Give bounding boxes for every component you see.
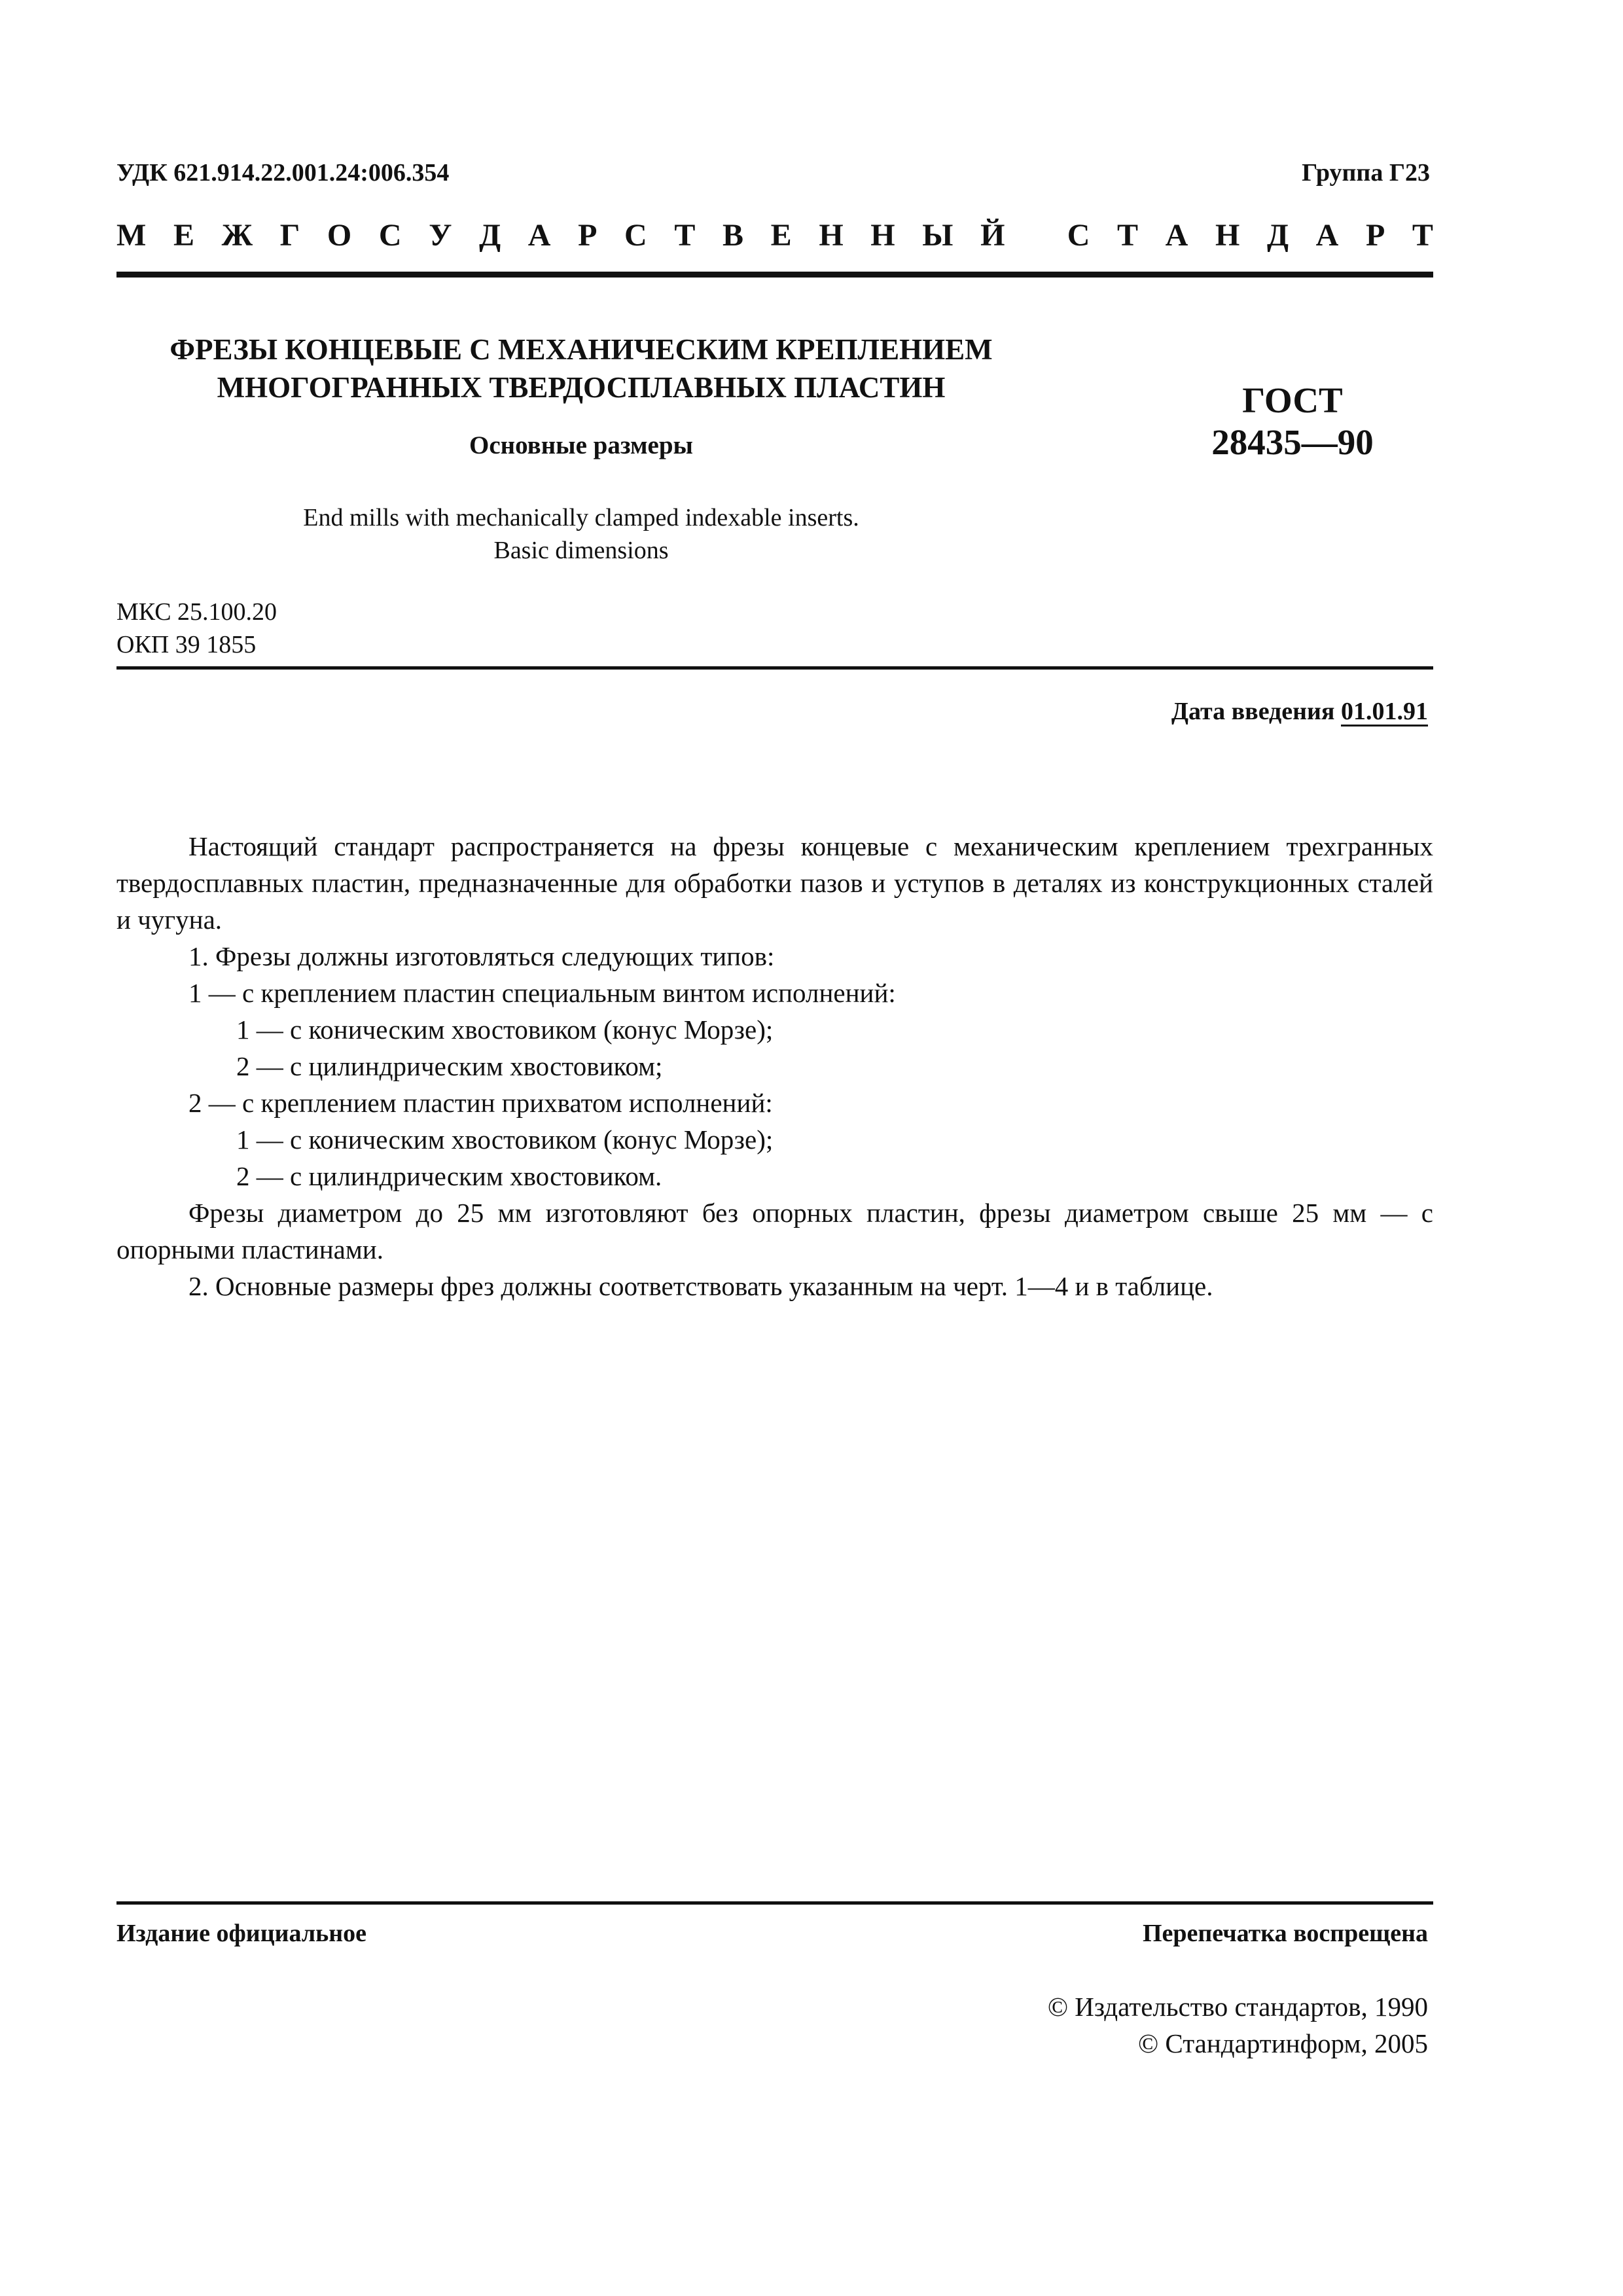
banner-letter: А (1315, 218, 1339, 253)
title-line-1: ФРЕЗЫ КОНЦЕВЫЕ С МЕХАНИЧЕСКИМ КРЕПЛЕНИЕМ (169, 333, 993, 366)
banner-letter: В (722, 218, 744, 253)
paragraph-types: 1. Фрезы должны изготовляться следующих типов: (188, 941, 775, 971)
paragraph-scope: Настоящий стандарт распространяется на фрезы концевые с механическим креплением трехгранных твердосплавных пластин, предназначенные для обработки пазов и уступов в деталях из конструкционных сталей и чугуна. (116, 831, 1433, 935)
intro-date (1171, 697, 1428, 726)
banner-letter: Й (980, 218, 1005, 253)
english-title-line-1: End mills with mechanically clamped indexable inserts. (303, 504, 859, 531)
okp-code: ОКП 39 1855 (116, 631, 257, 658)
banner-letter: Т (1412, 218, 1433, 253)
classification-codes (116, 596, 277, 661)
english-title-line-2: Basic dimensions (493, 537, 669, 564)
interstate-standard-banner (116, 217, 1433, 253)
header-rule (116, 272, 1433, 278)
banner-letter: М (116, 218, 147, 253)
banner-letter: А (527, 218, 551, 253)
copyright-block (1048, 1988, 1428, 2062)
document-title (116, 331, 1046, 406)
banner-letter: Р (1365, 218, 1385, 253)
footer-rule (116, 1901, 1433, 1905)
banner-letter: А (1165, 218, 1188, 253)
banner-letter: Е (173, 218, 194, 253)
gost-label: ГОСТ (1242, 380, 1343, 420)
banner-letter: О (327, 218, 352, 253)
banner-word-gap (1032, 217, 1040, 253)
title-line-2: МНОГОГРАННЫХ ТВЕРДОСПЛАВНЫХ ПЛАСТИН (217, 371, 946, 404)
banner-letter: Т (1117, 218, 1139, 253)
banner-letter: С (1067, 218, 1090, 253)
banner-letter: Н (870, 218, 895, 253)
document-body (116, 828, 1433, 1304)
group-code: Группа Г23 (1302, 159, 1430, 187)
banner-letter: Е (770, 218, 792, 253)
paragraph-diameter: Фрезы диаметром до 25 мм изготовляют без опорных пластин, фрезы диаметром свыше 25 мм — с опорными пластинами. (116, 1198, 1433, 1265)
list-item-type-1-variant-2: 2 — с цилиндрическим хвостовиком; (236, 1051, 663, 1081)
banner-letter: Г (279, 218, 300, 253)
banner-letter: У (429, 218, 452, 253)
gost-number: 28435—90 (1211, 422, 1374, 462)
list-item-type-2-variant-1: 1 — с коническим хвостовиком (конус Морзе); (236, 1124, 774, 1155)
list-item-type-2-variant-2: 2 — с цилиндрическим хвостовиком. (236, 1161, 662, 1191)
document-subtitle: Основные размеры (469, 431, 693, 459)
banner-letter: Д (1266, 218, 1289, 253)
intro-date-label: Дата введения (1171, 698, 1335, 725)
gost-designation (1175, 380, 1410, 463)
banner-letter: Ы (922, 218, 954, 253)
codes-rule (116, 666, 1433, 670)
banner-letter: Н (1215, 218, 1240, 253)
banner-letter: Т (674, 218, 696, 253)
banner-letter: С (378, 218, 402, 253)
banner-letter: С (624, 218, 647, 253)
list-item-type-1-variant-1: 1 — с коническим хвостовиком (конус Морзе); (236, 1014, 774, 1045)
banner-letter: Ж (221, 218, 253, 253)
copyright-1990: © Издательство стандартов, 1990 (1047, 1992, 1428, 2022)
english-title (116, 501, 1046, 567)
udk-code: УДК 621.914.22.001.24:006.354 (116, 159, 450, 187)
list-item-type-2: 2 — с креплением пластин прихватом исполнений: (188, 1088, 773, 1118)
mks-code: МКС 25.100.20 (116, 598, 277, 626)
paragraph-dimensions: 2. Основные размеры фрез должны соответствовать указанным на черт. 1—4 и в таблице. (188, 1271, 1213, 1301)
banner-letter: Н (819, 218, 844, 253)
official-edition-label: Издание официальное (116, 1920, 367, 1947)
banner-letter: Д (479, 218, 501, 253)
copyright-2005: © Стандартинформ, 2005 (1138, 2028, 1428, 2058)
banner-letter: Р (578, 218, 597, 253)
intro-date-value: 01.01.91 (1341, 698, 1428, 725)
list-item-type-1: 1 — с креплением пластин специальным винтом исполнений: (188, 978, 896, 1008)
no-reprint-label: Перепечатка воспрещена (1142, 1920, 1428, 1947)
